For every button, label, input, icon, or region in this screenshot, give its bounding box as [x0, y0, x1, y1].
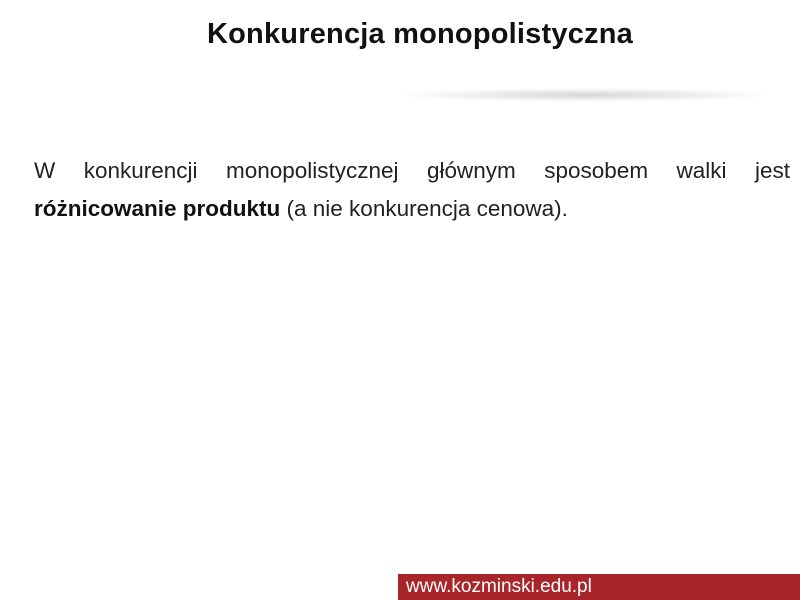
body-text-part-1: W konkurencji monopolistycznej głównym sposobem walki jest	[34, 158, 790, 183]
body-text-emphasis: różnicowanie produktu	[34, 196, 281, 221]
body-text-part-2: (a nie konkurencja cenowa).	[280, 196, 568, 221]
slide-body-text	[34, 152, 790, 228]
footer-bar	[398, 574, 800, 600]
slide-title: Konkurencja monopolistyczna	[207, 18, 633, 50]
title-underline-shadow	[400, 88, 770, 102]
footer-url: www.kozminski.edu.pl	[406, 576, 592, 597]
